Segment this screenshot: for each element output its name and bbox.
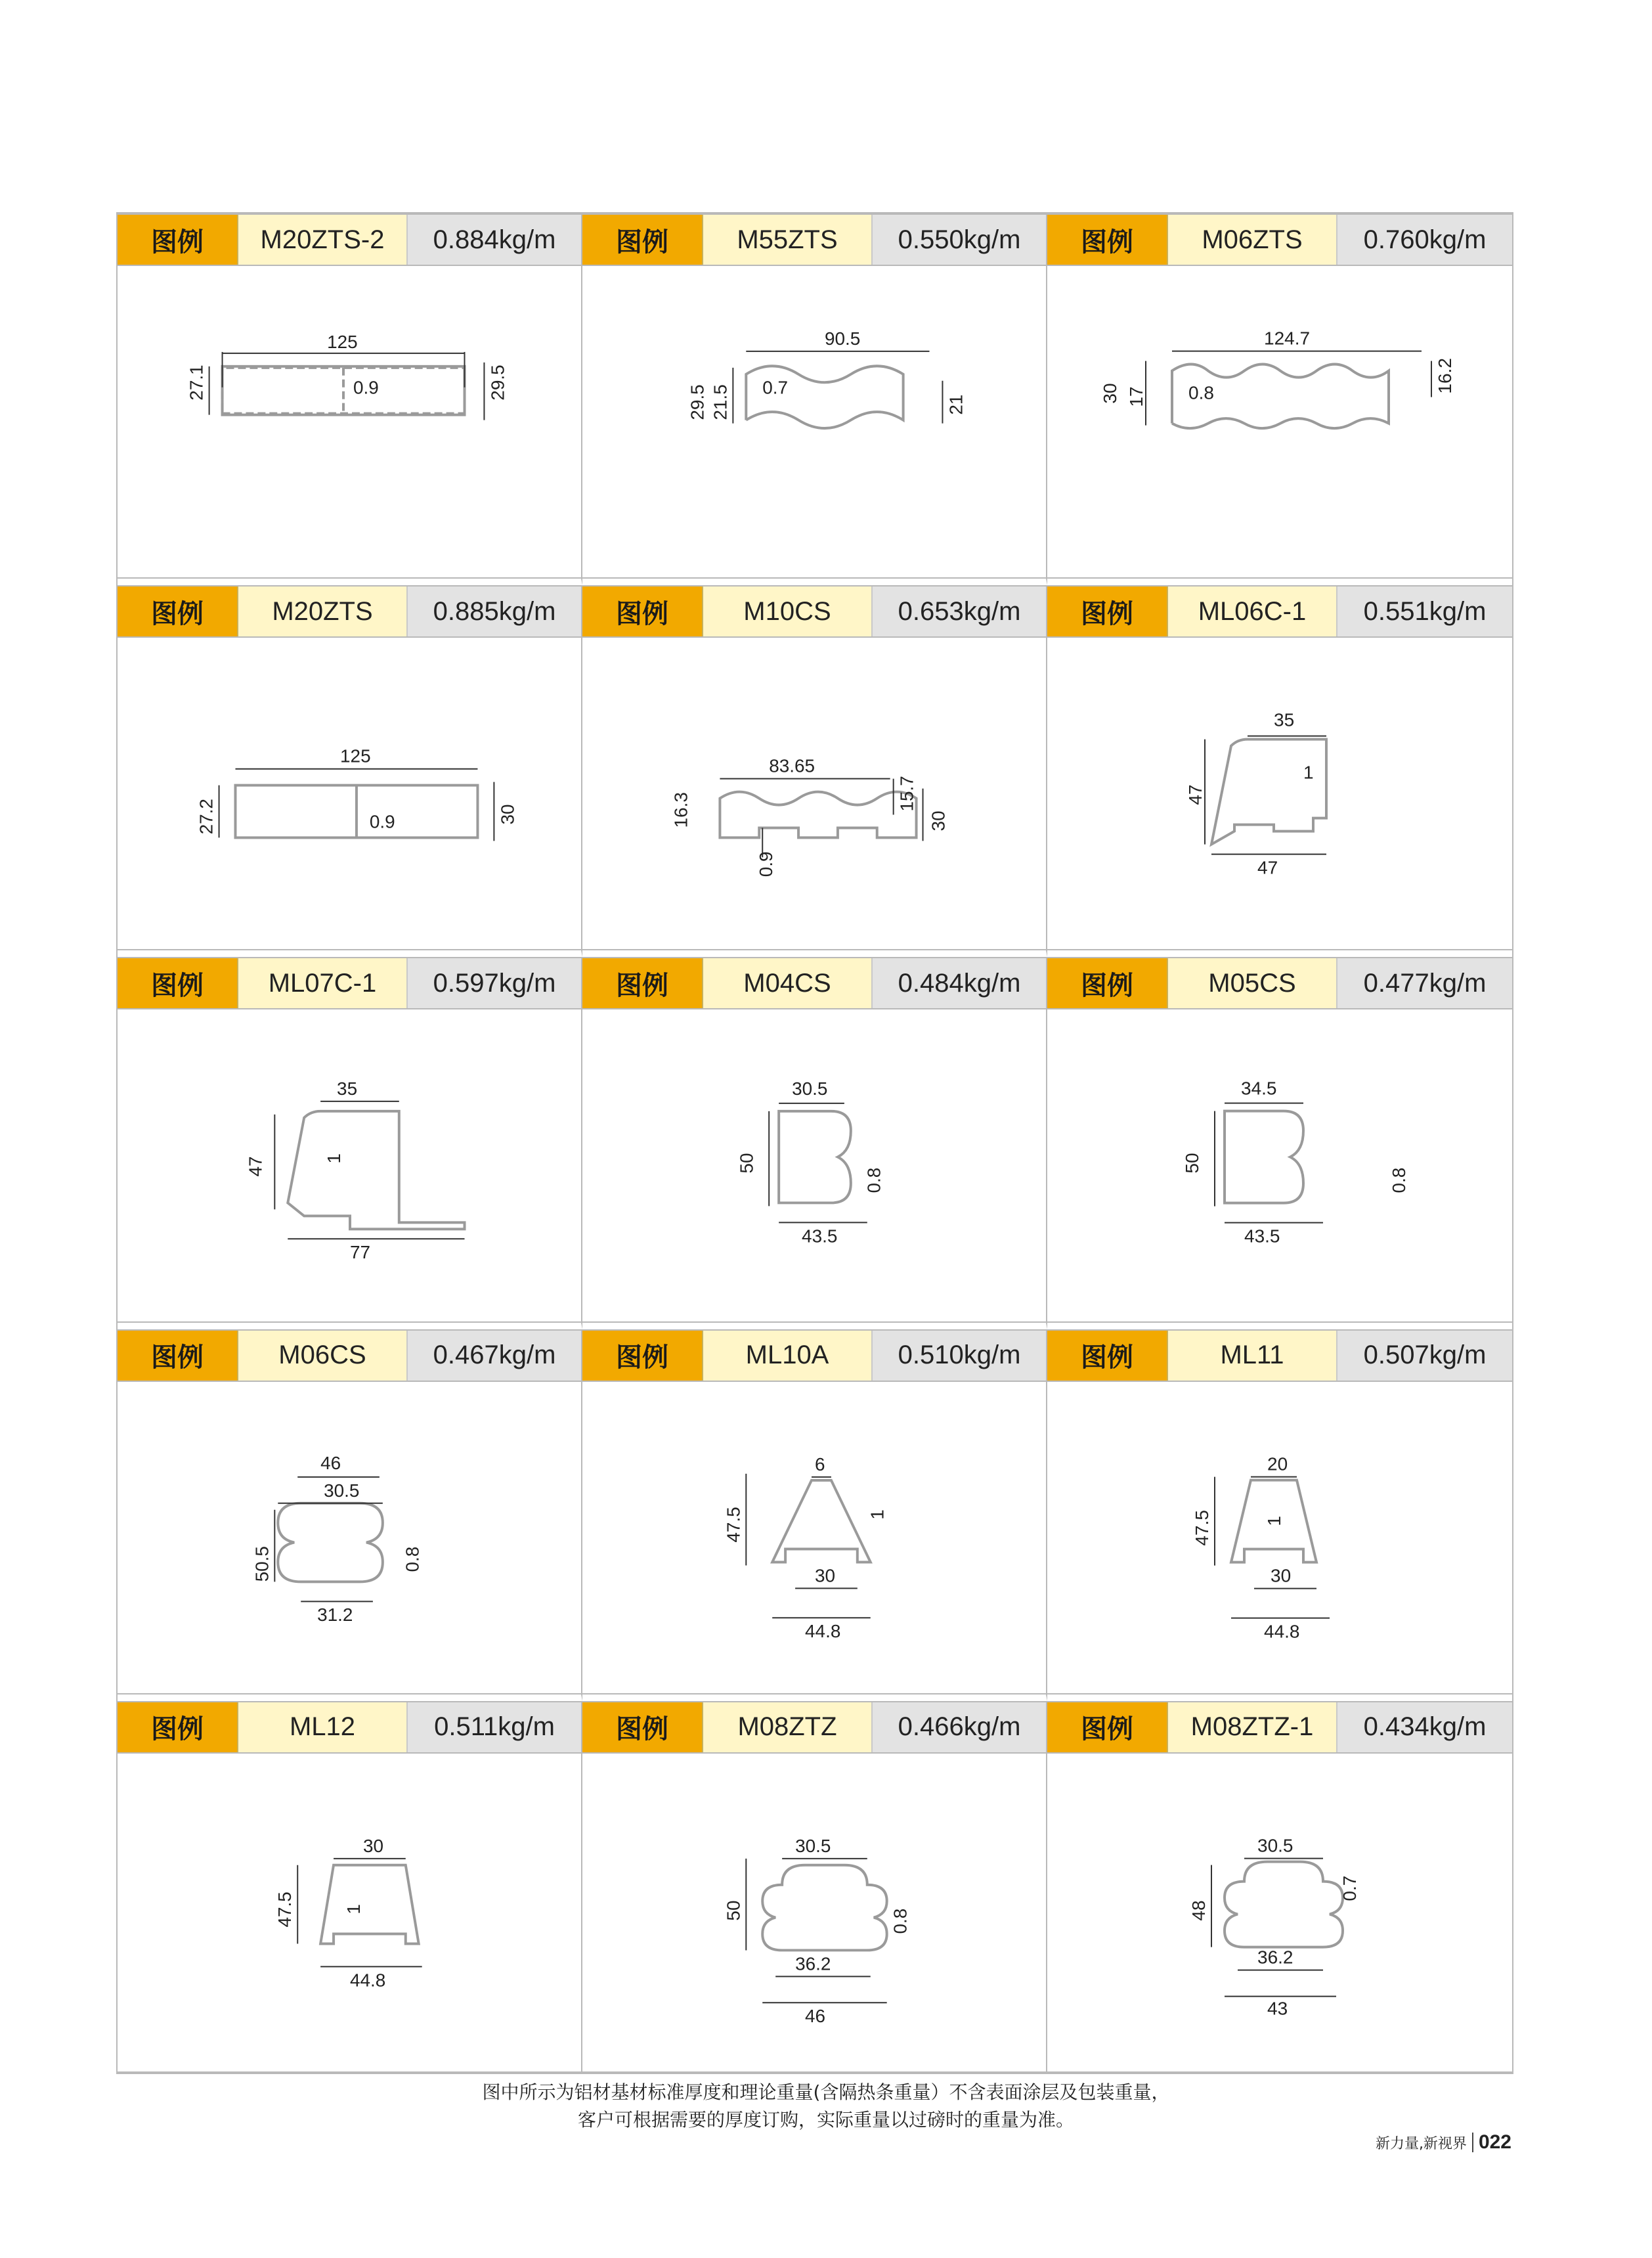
dim-label: 0.8 xyxy=(1389,1168,1409,1193)
dim-label: 15.7 xyxy=(896,776,917,812)
profile-card xyxy=(582,1329,1047,1701)
card-header xyxy=(582,1701,1046,1754)
profile-drawing xyxy=(582,1382,1046,1694)
profile-code: ML06C-1 xyxy=(1167,587,1337,636)
profile-weight: 0.597kg/m xyxy=(408,958,581,1008)
profile-weight: 0.884kg/m xyxy=(408,215,581,265)
profile-card xyxy=(1047,213,1512,585)
profile-drawing xyxy=(1047,1754,1512,2073)
profile-weight: 0.885kg/m xyxy=(408,587,581,636)
profile-drawing xyxy=(582,1009,1046,1322)
card-header xyxy=(118,213,581,266)
profile-card xyxy=(582,1701,1047,2073)
footnote xyxy=(0,2079,1652,2134)
profile-weight: 0.551kg/m xyxy=(1337,587,1512,636)
dim-label: 43.5 xyxy=(802,1226,838,1247)
dim-label: 17 xyxy=(1126,386,1146,407)
profile-code: M04CS xyxy=(702,958,873,1008)
profile-code: M08ZTZ xyxy=(702,1702,873,1752)
card-header xyxy=(582,1329,1046,1382)
page-number: 022 xyxy=(1478,2131,1511,2153)
profile-weight: 0.511kg/m xyxy=(408,1702,581,1752)
dim-label: 30 xyxy=(362,1835,383,1856)
profile-drawing xyxy=(582,266,1046,579)
dim-label: 124.7 xyxy=(1264,328,1311,349)
profile-weight: 0.466kg/m xyxy=(873,1702,1046,1752)
legend-label: 图例 xyxy=(118,587,237,636)
dim-label: 27.2 xyxy=(196,799,217,835)
legend-label: 图例 xyxy=(1047,1702,1167,1752)
dim-label: 0.7 xyxy=(1339,1875,1360,1901)
dim-label: 0.8 xyxy=(402,1546,423,1572)
dim-label: 0.7 xyxy=(762,377,789,398)
dim-label: 44.8 xyxy=(1264,1621,1300,1642)
dim-label: 0.9 xyxy=(756,851,777,877)
profile-drawing xyxy=(1047,266,1512,579)
profile-weight: 0.484kg/m xyxy=(873,958,1046,1008)
dim-label: 30 xyxy=(1100,383,1120,404)
dim-label: 0.8 xyxy=(863,1168,884,1193)
dim-label: 0.8 xyxy=(890,1908,911,1934)
footer-divider xyxy=(1472,2133,1473,2152)
dim-label: 30 xyxy=(1271,1565,1292,1586)
dim-label: 30 xyxy=(497,804,518,825)
footnote-line-1: 图中所示为铝材基材标准厚度和理论重量(含隔热条重量）不含表面涂层及包装重量， xyxy=(482,2081,1170,2103)
profile-card xyxy=(118,1701,582,2073)
legend-label: 图例 xyxy=(118,215,237,265)
dim-label: 1 xyxy=(867,1509,888,1520)
profile-drawing xyxy=(1047,1382,1512,1694)
profile-drawing xyxy=(582,1754,1046,2073)
card-header xyxy=(1047,1701,1512,1754)
dim-label: 125 xyxy=(340,745,371,766)
dim-label: 0.8 xyxy=(1188,382,1214,403)
dim-label: 0.9 xyxy=(353,377,379,398)
dim-label: 47.5 xyxy=(723,1506,744,1543)
profile-code: M05CS xyxy=(1167,958,1337,1008)
legend-label: 图例 xyxy=(1047,1331,1167,1381)
dim-label: 47 xyxy=(1257,857,1278,878)
profile-drawing xyxy=(118,638,581,950)
card-header xyxy=(1047,213,1512,266)
dim-label: 35 xyxy=(337,1078,358,1099)
legend-label: 图例 xyxy=(1047,587,1167,636)
profile-drawing xyxy=(118,1009,581,1322)
card-header xyxy=(118,1329,581,1382)
dim-label: 46 xyxy=(320,1452,341,1473)
legend-label: 图例 xyxy=(582,215,702,265)
dim-label: 43 xyxy=(1267,1998,1288,2019)
dim-label: 47 xyxy=(245,1156,266,1177)
dim-label: 50 xyxy=(1182,1153,1202,1174)
profile-weight: 0.467kg/m xyxy=(408,1331,581,1381)
dim-label: 1 xyxy=(343,1903,364,1915)
profile-card xyxy=(118,213,582,585)
page-footer xyxy=(1376,2131,1511,2154)
legend-label: 图例 xyxy=(1047,215,1167,265)
legend-label: 图例 xyxy=(118,1702,237,1752)
profile-code: ML11 xyxy=(1167,1331,1337,1381)
dim-label: 16.2 xyxy=(1435,358,1455,394)
profile-weight: 0.510kg/m xyxy=(873,1331,1046,1381)
dim-label: 20 xyxy=(1267,1453,1288,1474)
dim-label: 77 xyxy=(349,1242,371,1263)
dim-label: 34.5 xyxy=(1241,1078,1277,1099)
dim-label: 21 xyxy=(946,394,967,415)
profile-weight: 0.507kg/m xyxy=(1337,1331,1512,1381)
profile-card xyxy=(118,957,582,1329)
dim-label: 46 xyxy=(805,2005,826,2026)
legend-label: 图例 xyxy=(582,958,702,1008)
dim-label: 30.5 xyxy=(792,1078,828,1099)
profile-card xyxy=(118,1329,582,1701)
profile-weight: 0.760kg/m xyxy=(1337,215,1512,265)
card-header xyxy=(1047,585,1512,638)
card-header xyxy=(582,957,1046,1009)
dim-label: 83.65 xyxy=(769,755,815,776)
card-header xyxy=(582,213,1046,266)
card-header xyxy=(118,585,581,638)
legend-label: 图例 xyxy=(582,587,702,636)
dim-label: 29.5 xyxy=(687,384,708,420)
profile-card xyxy=(118,585,582,957)
profile-drawing xyxy=(1047,1009,1512,1322)
profile-code: ML10A xyxy=(702,1331,873,1381)
profile-card xyxy=(1047,585,1512,957)
dim-label: 30 xyxy=(814,1565,836,1586)
dim-label: 31.2 xyxy=(317,1604,353,1625)
dim-label: 50 xyxy=(723,1900,744,1921)
profile-code: M06CS xyxy=(237,1331,408,1381)
dim-label: 50 xyxy=(736,1153,757,1174)
profile-code: ML12 xyxy=(237,1702,408,1752)
profile-card xyxy=(1047,957,1512,1329)
profile-drawing xyxy=(582,638,1046,950)
dim-label: 27.1 xyxy=(186,365,207,401)
profile-drawing xyxy=(118,1382,581,1694)
dim-label: 1 xyxy=(324,1153,345,1164)
profile-card xyxy=(1047,1329,1512,1701)
footnote-line-2: 客户可根据需要的厚度订购，实际重量以过磅时的重量为准。 xyxy=(577,2109,1074,2131)
dim-label: 1 xyxy=(1303,762,1314,783)
profile-drawing xyxy=(118,1754,581,2073)
card-header xyxy=(118,1701,581,1754)
dim-label: 16.3 xyxy=(670,792,691,828)
dim-label: 30 xyxy=(928,810,949,831)
dim-label: 35 xyxy=(1274,709,1295,730)
dim-label: 43.5 xyxy=(1244,1226,1280,1247)
dim-label: 30.5 xyxy=(795,1835,831,1856)
legend-label: 图例 xyxy=(118,1331,237,1381)
profile-card xyxy=(1047,1701,1512,2073)
dim-label: 47.5 xyxy=(1192,1509,1212,1546)
profile-code: M06ZTS xyxy=(1167,215,1337,265)
card-header xyxy=(1047,957,1512,1009)
dim-label: 48 xyxy=(1188,1900,1209,1921)
legend-label: 图例 xyxy=(582,1331,702,1381)
legend-label: 图例 xyxy=(582,1702,702,1752)
dim-label: 0.9 xyxy=(369,811,395,832)
card-header xyxy=(1047,1329,1512,1382)
profile-card xyxy=(582,585,1047,957)
profile-weight: 0.434kg/m xyxy=(1337,1702,1512,1752)
dim-label: 90.5 xyxy=(824,328,861,349)
legend-label: 图例 xyxy=(1047,958,1167,1008)
card-header xyxy=(118,957,581,1009)
footer-slogan: 新力量,新视界 xyxy=(1375,2135,1467,2152)
dim-label: 36.2 xyxy=(1257,1947,1293,1968)
profile-weight: 0.477kg/m xyxy=(1337,958,1512,1008)
profile-code: ML07C-1 xyxy=(237,958,408,1008)
dim-label: 29.5 xyxy=(487,365,508,401)
dim-label: 47.5 xyxy=(274,1892,295,1928)
profile-code: M10CS xyxy=(702,587,873,636)
dim-label: 44.8 xyxy=(805,1620,841,1641)
dim-label: 30.5 xyxy=(324,1480,360,1501)
dim-label: 1 xyxy=(1264,1515,1284,1526)
profile-grid xyxy=(116,212,1513,2074)
card-header xyxy=(582,585,1046,638)
profile-drawing xyxy=(1047,638,1512,950)
dim-label: 44.8 xyxy=(349,1970,386,1991)
dim-label: 50.5 xyxy=(251,1545,272,1582)
profile-code: M20ZTS-2 xyxy=(237,215,408,265)
profile-weight: 0.550kg/m xyxy=(873,215,1046,265)
profile-code: M20ZTS xyxy=(237,587,408,636)
dim-label: 125 xyxy=(327,331,358,352)
dim-label: 21.5 xyxy=(710,384,731,420)
profile-drawing xyxy=(118,266,581,579)
dim-label: 47 xyxy=(1185,784,1206,805)
profile-card xyxy=(582,213,1047,585)
profile-weight: 0.653kg/m xyxy=(873,587,1046,636)
profile-code: M08ZTZ-1 xyxy=(1167,1702,1337,1752)
dim-label: 36.2 xyxy=(795,1953,831,1974)
profile-code: M55ZTS xyxy=(702,215,873,265)
dim-label: 6 xyxy=(814,1453,825,1474)
profile-card xyxy=(582,957,1047,1329)
dim-label: 30.5 xyxy=(1257,1835,1293,1856)
legend-label: 图例 xyxy=(118,958,237,1008)
